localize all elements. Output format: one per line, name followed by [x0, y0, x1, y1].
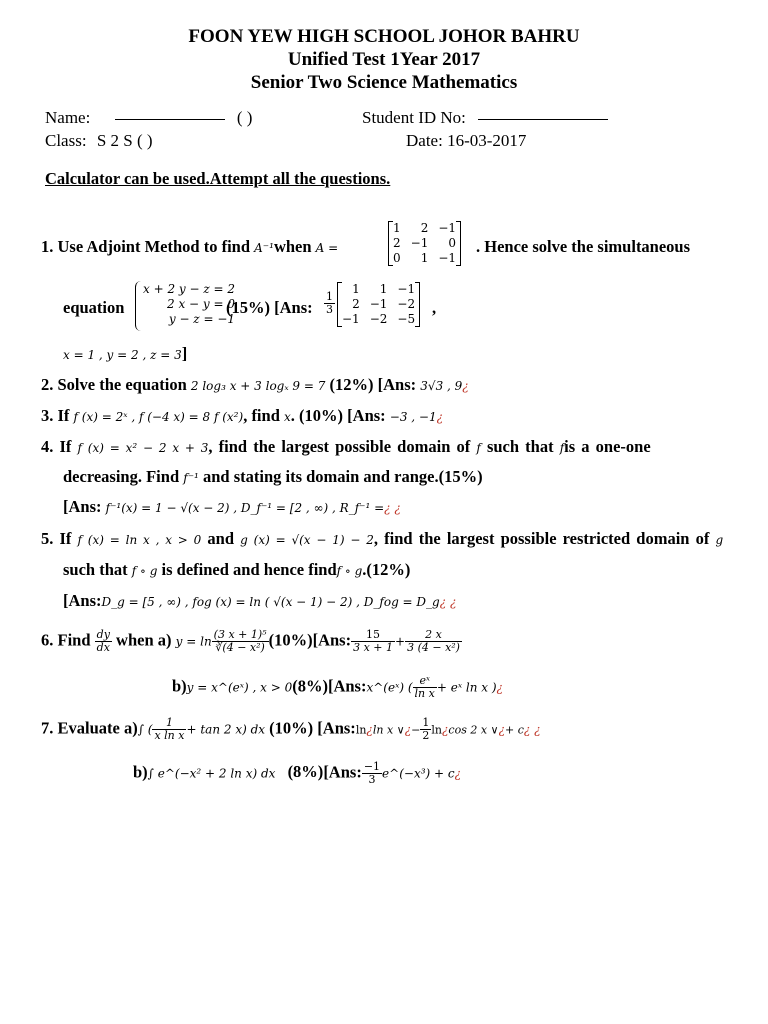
q1-ans-tail: , [432, 298, 437, 317]
question-2 [41, 375, 469, 395]
q1-answer-matrix-cell-1-1: −1 [369, 297, 388, 311]
q1-matrix-a-cell-0-1: 2 [420, 221, 429, 235]
q6-when-a: when a) [116, 630, 172, 650]
q6-expr-a: y = ln [175, 634, 212, 649]
q6-expr-a-fraction: $\frac{\text{(3 x + 1)⁵}}{\text{∛(4 − x²)}}$ [213, 628, 267, 654]
q6-number: 6. [41, 630, 54, 650]
q7-ans-a-red-1: ¿ [366, 722, 373, 737]
q1-a-eq: A = [315, 241, 339, 255]
q6-dy-dx: $\frac{dy}{dx}$ [96, 628, 110, 654]
date-row [406, 131, 526, 151]
q1-marks-ans [226, 298, 313, 318]
question-5-answer [63, 591, 456, 611]
q3-answer: −3 , −1 [389, 410, 437, 424]
q2-ans-label: [Ans: [377, 375, 417, 394]
q3-answer-glyph: ¿ [436, 410, 444, 424]
student-id-label: Student ID No: [362, 108, 466, 127]
q1-marks: (15%) [226, 298, 270, 317]
q2-answer: 3√3 , 9 [420, 379, 463, 393]
q1-matrix-a-cell-0-2: −1 [438, 221, 457, 235]
q7-ans-b-glyph: ¿ [454, 766, 462, 781]
q3-number: 3. [41, 406, 54, 425]
q7-int-a-post: + tan 2 x) dx [186, 722, 266, 737]
q6-marks-a: (10%) [268, 630, 313, 650]
q7-ans-a-3: − [411, 723, 421, 737]
test-title: Unified Test 1Year 2017 [287, 49, 481, 70]
question-4-line-2 [63, 467, 483, 487]
q1-system-brace [135, 281, 142, 331]
q1-answer-matrix-cell-0-1: 1 [379, 282, 388, 296]
student-id-row [362, 108, 608, 128]
q1-close: ] [181, 344, 188, 363]
q1-answer-matrix-cell-2-2: −5 [397, 312, 416, 326]
q1-when: when [273, 237, 312, 256]
q4-f1: f [476, 441, 481, 455]
q6-b-label: b) [172, 676, 187, 696]
q1-a-inverse: A⁻¹ [254, 241, 274, 255]
class-row [45, 131, 153, 151]
q1-number: 1. [41, 237, 54, 256]
q6-expr-b: y = x^(eˣ) , x > 0 [186, 680, 293, 695]
q7-ans-a-red-5: ¿ ¿ [523, 722, 541, 737]
q1-solution: x = 1 , y = 2 , z = 3 [63, 348, 182, 362]
date-label: Date: [406, 131, 443, 150]
name-blank [115, 119, 225, 120]
q5-answer-glyph: ¿ ¿ [439, 595, 457, 609]
q4-number: 4. [41, 437, 54, 456]
q3-var: x [284, 410, 291, 424]
q3-ans-label: [Ans: [347, 406, 386, 425]
name-label: Name: [45, 108, 91, 127]
q4-if: If [59, 437, 72, 456]
q2-number: 2. [41, 375, 54, 394]
q5-line2-c: .(12%) [362, 560, 411, 579]
q7-int-a-fraction: $\frac{1}{\text{x ln x}}$ [154, 716, 185, 742]
q6-ans-a-term-1: $\frac{15}{3 x + 1}$ [353, 628, 394, 654]
q1-system [143, 282, 235, 327]
q7-ans-a-red-4: ¿ [498, 722, 506, 737]
q6-ans-label-b: [Ans: [327, 676, 367, 696]
q2-marks: (12%) [329, 375, 374, 394]
q7-ans-label-b: [Ans: [323, 762, 362, 782]
q1-answer-matrix-cell-2-1: −2 [369, 312, 388, 326]
q5-fog-1: f ∘ g [131, 564, 158, 578]
q5-and: and [207, 529, 235, 548]
q1-answer-matrix-cell-2-0: −1 [342, 312, 360, 326]
q4-answer: f⁻¹(x) = 1 − √(x − 2) , D_f⁻¹ = [2 , ∞) , R_f⁻¹ = [105, 501, 385, 515]
q4-expression: f (x) = x² − 2 x + 3 [77, 441, 209, 455]
q1-answer-matrix-cell-0-0: 1 [352, 282, 360, 296]
q7-evaluate: Evaluate a) [57, 718, 138, 738]
q1-answer-matrix-cell-0-2: −1 [397, 282, 416, 296]
subject-title: Senior Two Science Mathematics [250, 72, 518, 93]
q7-ans-a-half: $\frac{1}{2}$ [422, 716, 430, 742]
question-1-line-1 [41, 237, 338, 257]
class-label: Class: [45, 131, 87, 150]
class-value: S 2 S ( ) [96, 131, 153, 150]
q5-if: If [59, 529, 72, 548]
q1-equation-label: equation [63, 298, 125, 317]
q1-answer-matrix-cell-1-0: 2 [352, 297, 360, 311]
question-4-line-1 [41, 437, 651, 457]
question-3 [41, 406, 443, 426]
q7-int-a-pre: ∫ ( [137, 722, 153, 737]
q3-if: If [57, 406, 70, 425]
q4-line2-a: decreasing. Find [63, 467, 180, 486]
q4-f2: f [559, 441, 565, 455]
q7-ans-a-6: + c [505, 723, 524, 737]
q5-line2-a: such that [63, 560, 128, 579]
q1-matrix-a [388, 221, 461, 266]
q7-marks-a: (10%) [269, 718, 314, 738]
q6-ans-b-post: + eˣ ln x ) [436, 680, 497, 695]
q6-ans-plus: + [395, 634, 406, 649]
q2-answer-glyph: ¿ [462, 379, 469, 393]
q1-matrix-a-cell-1-0: 2 [393, 236, 401, 250]
q3-expression: f (x) = 2ˣ , f (−4 x) = 8 f (x²) [73, 410, 244, 424]
date-value: 16-03-2017 [447, 131, 527, 150]
q7-ans-a-red-3: ¿ [441, 722, 449, 737]
q6-ans-b-fraction: $\frac{\text{eˣ}}{\text{ln x}}$ [414, 674, 435, 700]
q1-text-b: . Hence solve the simultaneous [476, 237, 691, 256]
q7-ans-a-2: ln x ∨ [372, 723, 405, 737]
q4-answer-glyph: ¿ ¿ [384, 501, 401, 515]
q1-text-a: Use Adjoint Method to find [57, 237, 251, 256]
question-5-line-2 [63, 560, 410, 580]
q1-eq-3: y − z = −1 [168, 312, 236, 326]
q1-eq-2: 2 x − y = 0 [167, 297, 236, 311]
q6-ans-b-glyph: ¿ [496, 680, 503, 695]
q4-ans-label: [Ans: [63, 497, 102, 516]
q5-text-a: , find the largest possible restricted domain of [373, 529, 710, 548]
q6-marks-b: (8%) [292, 676, 328, 696]
name-row [45, 108, 252, 128]
q1-ans-label: [Ans: [274, 298, 313, 317]
q3-find: , find [243, 406, 280, 425]
q2-expression: 2 log₃ x + 3 logₓ 9 = 7 [190, 379, 326, 393]
q6-ans-b-pre: x^(eˣ) ( [366, 680, 413, 695]
question-7a [41, 717, 541, 742]
q7-int-b: ∫ e^(−x² + 2 ln x) dx [147, 766, 276, 781]
q1-matrix-a-cell-2-1: 1 [420, 251, 429, 265]
question-6a [41, 629, 462, 654]
q6-ans-a-term-2: $\frac{2 x}{\text{3 (4 − x²)}}$ [407, 628, 460, 654]
q5-number: 5. [41, 529, 54, 548]
q5-expression-2: g (x) = √(x − 1) − 2 [240, 533, 374, 547]
q6-ans-label-a: [Ans: [312, 630, 352, 650]
school-name: FOON YEW HIGH SCHOOL JOHOR BAHRU [188, 26, 580, 47]
q5-g: g [715, 533, 724, 547]
question-6b [172, 675, 503, 700]
question-4-answer [63, 497, 401, 517]
q7-ans-a-4: ln [431, 723, 442, 737]
q5-answer: D_g = [5 , ∞) , fog (x) = ln ( √(x − 1) − 2) , D_fog = D_g [101, 595, 440, 609]
q4-text-c: is a one-one [564, 437, 651, 456]
student-id-blank [478, 119, 608, 120]
question-5-line-1 [41, 529, 723, 549]
q1-matrix-a-cell-1-2: 0 [448, 236, 457, 250]
q1-ans-coefficient: $\frac{1}{3}$ [326, 290, 333, 316]
q4-line2-b: and stating its domain and range.(15%) [202, 467, 483, 486]
q5-expression-1: f (x) = ln x , x > 0 [77, 533, 202, 547]
q5-ans-label: [Ans: [63, 591, 102, 610]
q4-text-b: such that [486, 437, 554, 456]
q7-ans-label-a: [Ans: [317, 718, 356, 738]
q4-text-a: , find the largest possible domain of [208, 437, 471, 456]
q7-ans-b-tail: e^(−x³) + c [382, 766, 455, 781]
q1-answer-matrix-cell-1-2: −2 [397, 297, 416, 311]
q1-eq-1: x + 2 y − z = 2 [143, 282, 236, 296]
q5-fog-2: f ∘ g [336, 564, 363, 578]
q6-find: Find [57, 630, 91, 650]
q7-ans-a-red-2: ¿ [404, 722, 412, 737]
q1-answer-line-2 [63, 344, 187, 364]
q4-finv: f⁻¹ [183, 471, 199, 485]
q1-matrix-a-cell-2-2: −1 [438, 251, 457, 265]
q7-ans-b-fraction: $\frac{-1}{3}$ [363, 760, 381, 786]
q1-matrix-a-cell-0-0: 1 [393, 221, 401, 235]
q7-marks-b: (8%) [287, 762, 324, 782]
q7-number: 7. [41, 718, 54, 738]
q7-ans-a-1: ln [355, 723, 367, 737]
q3-marks: . (10%) [290, 406, 344, 425]
instructions: Calculator can be used.Attempt all the questions. [45, 169, 391, 188]
name-paren: ( ) [236, 108, 253, 127]
q7-b-label: b) [133, 762, 148, 782]
question-7b [133, 761, 461, 786]
q1-matrix-a-cell-2-0: 0 [393, 251, 401, 265]
q7-ans-a-5: cos 2 x ∨ [448, 723, 499, 737]
q1-matrix-a-cell-1-1: −1 [410, 236, 429, 250]
q2-text: Solve the equation [57, 375, 187, 394]
q5-line2-b: is defined and hence find [161, 560, 337, 579]
q1-answer-matrix [337, 282, 420, 327]
